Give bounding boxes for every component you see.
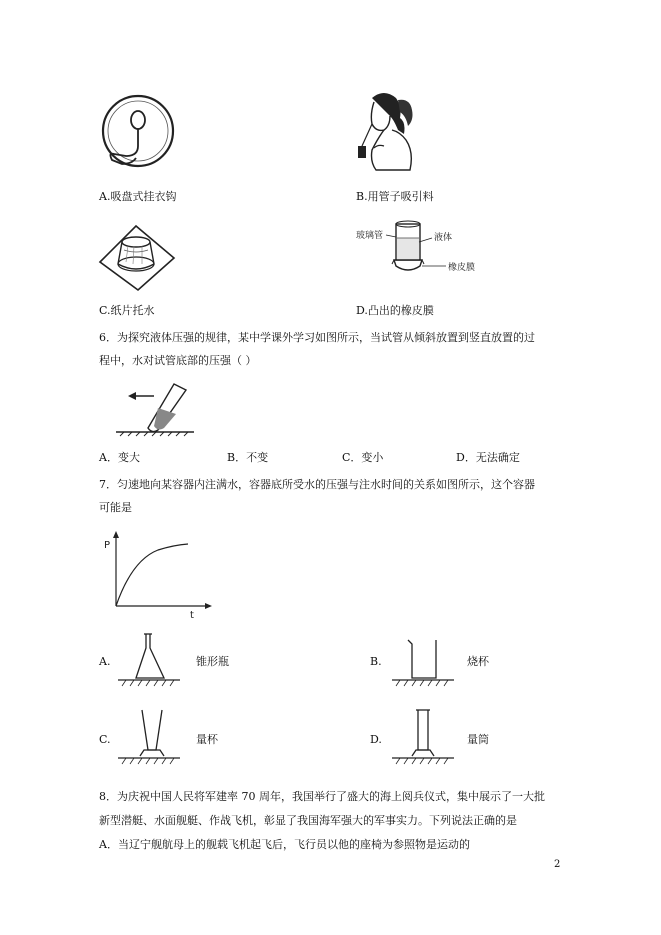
- measuring-cup-figure: [116, 706, 182, 766]
- q7-option-a-letter: A.: [99, 655, 111, 668]
- q6-option-c: C．变小: [342, 451, 384, 464]
- q6-stem-line2: 程中，水对试管底部的压强（ ）: [99, 354, 257, 367]
- q7-option-a-name: 锥形瓶: [196, 655, 229, 668]
- suction-hook-figure: [98, 94, 180, 174]
- q7-stem-line2: 可能是: [99, 501, 132, 514]
- q7-option-b-letter: B.: [370, 655, 382, 668]
- membrane-label: 橡皮膜: [448, 263, 476, 273]
- q6-option-b: B．不变: [227, 451, 269, 464]
- q7-option-d-letter: D.: [370, 733, 382, 746]
- graduated-cylinder-figure: [390, 706, 456, 766]
- pressure-time-graph: [98, 530, 218, 622]
- beaker-figure: [390, 636, 456, 688]
- glass-tube-label: 玻璃管: [356, 231, 384, 241]
- q6-option-a: A．变大: [99, 451, 140, 464]
- q8-stem-line2: 新型潜艇、水面舰艇、作战飞机，彰显了我国海军强大的军事实力。下列说法正确的是: [99, 814, 517, 827]
- graph-x-label: t: [190, 610, 194, 621]
- q8-stem-line1: 8．为庆祝中国人民将军建率 70 周年，我国举行了盛大的海上阅兵仪式，集中展示了一大批: [99, 790, 545, 803]
- q7-option-c-name: 量杯: [196, 733, 218, 746]
- q7-option-c-letter: C.: [99, 733, 111, 746]
- q6-option-d: D．无法确定: [456, 451, 520, 464]
- conical-flask-figure: [116, 630, 182, 688]
- liquid-label: 液体: [434, 233, 453, 243]
- q5-option-a: A.吸盘式挂衣钩: [99, 190, 177, 203]
- q7-stem-line1: 7．匀速地向某容器内注满水，容器底所受水的压强与注水时间的关系如图所示，这个容器: [99, 478, 535, 491]
- q6-stem-line1: 6．为探究液体压强的规律，某中学课外学习如图所示，当试管从倾斜放置到竖直放置的过: [99, 331, 535, 344]
- q5-option-c: C.纸片托水: [99, 304, 155, 317]
- q8-option-a: A．当辽宁舰航母上的舰载飞机起飞后，飞行员以他的座椅为参照物是运动的: [99, 838, 470, 851]
- rubber-membrane-figure: [356, 218, 486, 280]
- q5-option-b: B.用管子吸引料: [356, 190, 434, 203]
- q5-option-d: D.凸出的橡皮膜: [356, 304, 434, 317]
- graph-y-label: P: [104, 540, 111, 551]
- tilted-test-tube-figure: [114, 378, 196, 438]
- girl-drinking-straw-figure: [354, 90, 418, 172]
- q7-option-b-name: 烧杯: [467, 655, 489, 668]
- paper-holds-water-figure: [98, 212, 178, 292]
- page-number: 2: [554, 859, 561, 870]
- q7-option-d-name: 量筒: [467, 733, 489, 746]
